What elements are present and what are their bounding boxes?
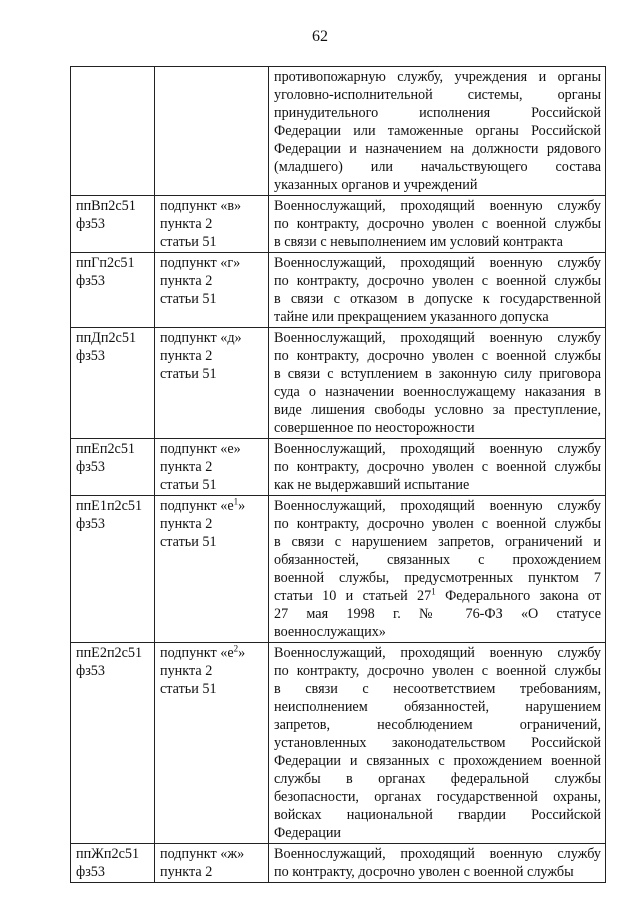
reference-line: пункта 2: [160, 864, 213, 880]
table-row: [71, 439, 606, 496]
description-line: Военнослужащий, проходящий военную службу: [274, 198, 601, 214]
description-line: Военнослужащий, проходящий военную службу: [274, 441, 601, 457]
reference-line: пункта 2: [160, 663, 213, 679]
description-line: в связи с отказом в допуске к государственной: [274, 291, 601, 307]
description-line: в связи с нарушением запретов, ограничений и: [274, 534, 601, 550]
description-line: по контракту, досрочно уволен с военной службы: [274, 273, 601, 289]
description-line: службы в органах федеральной службы: [274, 771, 601, 787]
reference-line: подпункт «г»: [160, 255, 241, 271]
table-row: [71, 196, 606, 253]
description-line: по контракту, досрочно уволен с военной службы: [274, 864, 574, 880]
table-row: [71, 496, 606, 643]
page-number: 62: [312, 28, 328, 45]
code-cell: [71, 67, 155, 196]
reference-line: подпункт «ж»: [160, 846, 245, 862]
reference-line: подпункт «$е^1$»: [160, 496, 246, 514]
dismissal-grounds-table: [70, 66, 606, 883]
code-cell: ппДп2с51 фз53: [71, 328, 155, 439]
reference-line: статьи 51: [160, 291, 217, 307]
code-cell: ппЕ1п2с51 фз53: [71, 496, 155, 643]
description-line: как не выдержавший испытание: [274, 477, 470, 493]
description-line: Федерации и назначением на должности рядового: [274, 141, 601, 157]
description-cell: [269, 253, 606, 328]
description-line: в связи с вступлением в законную силу приговора: [274, 366, 601, 382]
description-line: тайне или прекращением указанного допуска: [274, 309, 549, 325]
description-line: войсках национальной гвардии Российской: [274, 807, 601, 823]
reference-line: статьи 51: [160, 234, 217, 250]
reference-line: пункта 2: [160, 273, 213, 289]
reference-line: статьи 51: [160, 681, 217, 697]
description-line: Федерации и связанных с прохождением военной: [274, 753, 601, 769]
reference-line: пункта 2: [160, 216, 213, 232]
reference-cell: [155, 439, 269, 496]
table-row: [71, 67, 606, 196]
description-cell: [269, 196, 606, 253]
description-line: суда о назначении военнослужащему наказания в: [274, 384, 601, 400]
description-line: обязанностей, связанных с прохождением: [274, 552, 601, 568]
table-row: [71, 328, 606, 439]
code-cell: ппЕ2п2с51 фз53: [71, 643, 155, 844]
code-cell: ппГп2с51 фз53: [71, 253, 155, 328]
description-line: Военнослужащий, проходящий военную службу: [274, 498, 601, 514]
description-cell: [269, 67, 606, 196]
reference-cell: [155, 196, 269, 253]
description-line: установленных законодательством Российской: [274, 735, 601, 751]
description-cell: [269, 844, 606, 883]
description-cell: [269, 496, 606, 643]
reference-line: статьи 51: [160, 534, 217, 550]
description-line: принудительного исполнения Российской: [274, 105, 601, 121]
reference-line: подпункт «д»: [160, 330, 242, 346]
code-cell: ппЖп2с51 фз53: [71, 844, 155, 883]
description-line: виде лишения свободы условно за преступление,: [274, 402, 601, 418]
description-line: военной службы, предусмотренных пунктом 7: [274, 570, 601, 586]
description-line: по контракту, досрочно уволен с военной службы: [274, 516, 601, 532]
description-line: указанных органов и учреждений: [274, 177, 478, 193]
description-line: 27 мая 1998 г. № 76-ФЗ «О статусе: [274, 606, 601, 622]
reference-line: подпункт «в»: [160, 198, 242, 214]
description-line: в связи с невыполнением им условий контракта: [274, 234, 563, 250]
description-line: по контракту, досрочно уволен с военной службы: [274, 216, 601, 232]
description-line: Военнослужащий, проходящий военную службу: [274, 330, 601, 346]
description-line: противопожарную службу, учреждения и органы: [274, 69, 601, 85]
description-line: военнослужащих»: [274, 624, 386, 640]
table-row: [71, 643, 606, 844]
description-cell: [269, 328, 606, 439]
reference-cell: [155, 253, 269, 328]
description-line: статьи 10 и статьей $27^1$ Федерального закона от: [274, 586, 601, 604]
reference-cell: [155, 328, 269, 439]
description-line: по контракту, досрочно уволен с военной службы: [274, 348, 601, 364]
description-line: Федерации или таможенные органы Российской: [274, 123, 601, 139]
description-line: Военнослужащий, проходящий военную службу: [274, 645, 601, 661]
description-line: уголовно-исполнительной системы, органы: [274, 87, 601, 103]
code-cell: ппЕп2с51 фз53: [71, 439, 155, 496]
description-cell: [269, 643, 606, 844]
table-row: [71, 253, 606, 328]
description-line: (младшего) или начальствующего состава: [274, 159, 601, 175]
reference-line: подпункт «$е^2$»: [160, 643, 246, 661]
description-line: Федерации: [274, 825, 342, 841]
reference-line: пункта 2: [160, 348, 213, 364]
reference-line: статьи 51: [160, 366, 217, 382]
reference-line: статьи 51: [160, 477, 217, 493]
reference-cell: [155, 643, 269, 844]
description-line: Военнослужащий, проходящий военную службу: [274, 255, 601, 271]
description-line: безопасности, органах государственной охраны,: [274, 789, 601, 805]
description-cell: [269, 439, 606, 496]
reference-cell: [155, 67, 269, 196]
table-row: [71, 844, 606, 883]
description-line: по контракту, досрочно уволен с военной службы: [274, 459, 601, 475]
reference-cell: [155, 844, 269, 883]
code-cell: ппВп2с51 фз53: [71, 196, 155, 253]
description-line: запретов, несоблюдением ограничений,: [274, 717, 601, 733]
description-line: совершенное по неосторожности: [274, 420, 475, 436]
reference-line: подпункт «е»: [160, 441, 241, 457]
reference-cell: [155, 496, 269, 643]
description-line: неисполнением обязанностей, нарушением: [274, 699, 601, 715]
reference-line: пункта 2: [160, 516, 213, 532]
description-line: по контракту, досрочно уволен с военной службы: [274, 663, 601, 679]
reference-line: пункта 2: [160, 459, 213, 475]
description-line: Военнослужащий, проходящий военную службу: [274, 846, 601, 862]
description-line: в связи с несоответствием требованиям,: [274, 681, 601, 697]
